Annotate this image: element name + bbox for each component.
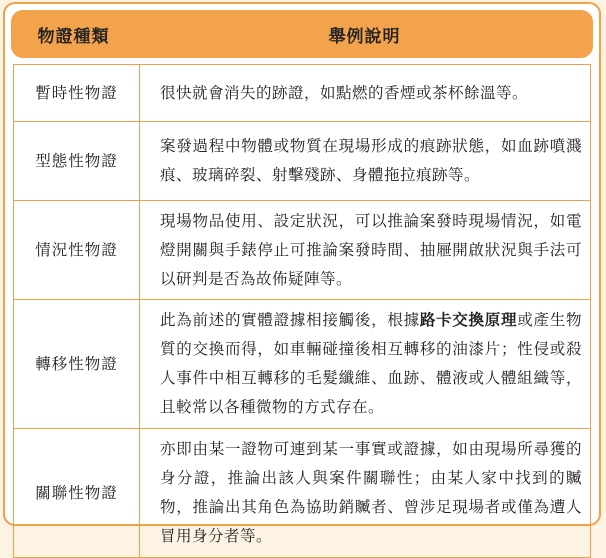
evidence-type-cell: 暫時性物證 <box>14 65 140 122</box>
table-header <box>11 10 593 58</box>
evidence-type-cell: 情況性物證 <box>14 201 140 300</box>
locard-exchange-principle-term: 路卡交換原理 <box>419 311 518 329</box>
evidence-desc-cell: 亦即由某一證物可連到某一事實或證據，如由現場所尋獲的身分證，推論出該人與案件關聯性；由某人家中找到的贓物，推論出其角色為協助銷贓者、曾涉足現場者或僅為遭人冒用身分者等。 <box>140 429 591 558</box>
evidence-desc-cell: 案發過程中物體或物質在現場形成的痕跡狀態，如血跡噴濺痕、玻璃碎裂、射擊殘跡、身體拖拉痕跡等。 <box>140 122 591 201</box>
desc-text-after: 或產生物質的交換而得，如車輛碰撞後相互轉移的油漆片；性侵或殺人事件中相互轉移的毛髮纖維、血跡、體液或人體組織等，且較常以各種微物的方式存在。 <box>160 311 582 416</box>
evidence-desc-cell <box>140 300 591 429</box>
evidence-desc-cell: 現場物品使用、設定狀況，可以推論案發時現場情況，如電燈開關與手錶停止可推論案發時間、抽屜開啟狀況與手法可以研判是否為故佈疑陣等。 <box>140 201 591 300</box>
evidence-type-cell: 型態性物證 <box>14 122 140 201</box>
evidence-type-cell: 關聯性物證 <box>14 429 140 558</box>
table-row <box>14 201 591 300</box>
header-evidence-type: 物證種類 <box>37 26 110 47</box>
table-row <box>14 429 591 558</box>
evidence-desc-cell: 很快就會消失的跡證，如點燃的香煙或茶杯餘溫等。 <box>140 65 591 122</box>
evidence-table-card <box>3 2 601 545</box>
table-row <box>14 300 591 429</box>
table-row <box>14 122 591 201</box>
header-examples: 舉例說明 <box>328 26 401 47</box>
evidence-type-cell: 轉移性物證 <box>14 300 140 429</box>
evidence-table <box>13 64 591 558</box>
table-row <box>14 65 591 122</box>
desc-text-before: 此為前述的實體證據相接觸後，根據 <box>160 311 420 329</box>
